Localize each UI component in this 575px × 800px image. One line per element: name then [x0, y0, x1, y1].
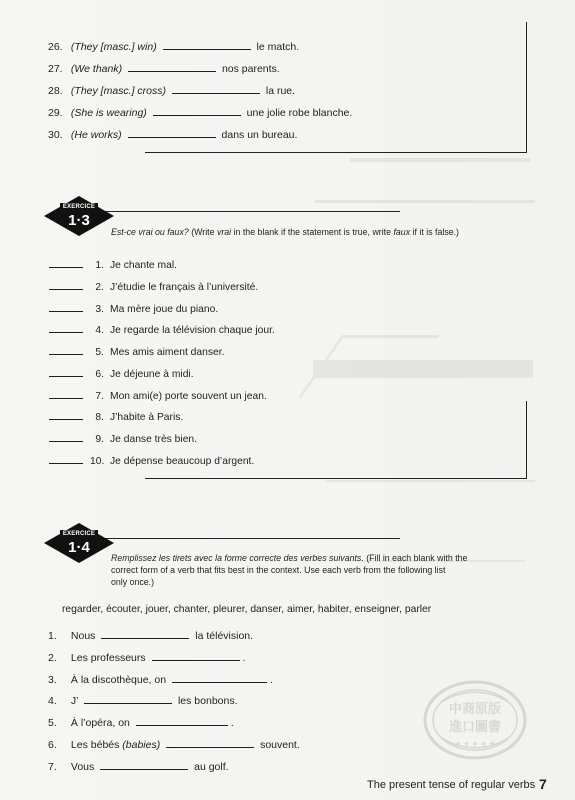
- item-statement: Je regarde la télévision chaque jour.: [110, 325, 275, 336]
- true-false-item-6: [49, 368, 194, 380]
- true-false-item-7: [49, 390, 267, 402]
- item-statement: Ma mère joue du piano.: [110, 304, 219, 315]
- item-number: 6.: [95, 369, 104, 380]
- item-sentence-end: la rue.: [265, 85, 296, 97]
- item-sentence-end: le match.: [256, 41, 300, 53]
- answer-blank[interactable]: [101, 630, 189, 639]
- translation-item-29: [48, 107, 352, 119]
- instruction-line-2: correct form of a verb that fits best in the context. Use each verb from the following list: [111, 564, 446, 575]
- answer-blank[interactable]: [49, 368, 83, 377]
- item-statement: J’étudie le français à l’université.: [110, 282, 259, 293]
- answer-blank[interactable]: [49, 411, 83, 420]
- item-after: souvent.: [260, 739, 300, 751]
- true-false-item-5: [49, 346, 224, 358]
- item-sentence-end: dans un bureau.: [221, 129, 298, 141]
- answer-blank[interactable]: [163, 41, 251, 50]
- svg-text:★ ★ ★ ★ ★: ★ ★ ★ ★ ★: [454, 740, 496, 748]
- exercise-13-instruction: [111, 227, 521, 239]
- item-before: À l’opéra, on: [70, 717, 130, 729]
- item-after: .: [270, 674, 273, 686]
- item-number: 1.: [48, 630, 57, 642]
- answer-blank[interactable]: [49, 455, 83, 464]
- item-before: Vous: [70, 761, 95, 773]
- item-statement: Je déjeune à midi.: [110, 369, 194, 380]
- item-number: 9.: [95, 434, 104, 445]
- answer-blank[interactable]: [49, 433, 83, 442]
- item-number: 1.: [95, 260, 104, 271]
- answer-blank[interactable]: [84, 695, 172, 704]
- item-number: 29.: [48, 107, 63, 119]
- fill-blank-item-6: [48, 739, 300, 751]
- item-statement: Je chante mal.: [110, 260, 177, 271]
- exercise-14-badge: [40, 521, 118, 565]
- answer-blank[interactable]: [49, 390, 83, 399]
- item-number: 4.: [95, 325, 104, 336]
- item-sentence-end: nos parents.: [221, 63, 280, 75]
- fill-blank-item-1: [48, 630, 253, 642]
- item-statement: Mon ami(e) porte souvent un jean.: [110, 391, 267, 402]
- running-footer-title: The present tense of regular verbs: [367, 779, 536, 791]
- svg-text:中商原版: 中商原版: [448, 702, 502, 717]
- exercise-14-instruction: [111, 553, 521, 589]
- instruction-text: (Fill in each blank with the: [363, 553, 468, 563]
- exercise-13-bottom-border: [145, 478, 527, 479]
- item-sentence-end: une jolie robe blanche.: [246, 107, 353, 119]
- item-number: 8.: [95, 412, 104, 423]
- true-false-item-3: [49, 303, 218, 315]
- item-statement: Je dépense beaucoup d’argent.: [110, 456, 255, 467]
- answer-blank[interactable]: [49, 324, 83, 333]
- instruction-text: if it is false.): [410, 227, 459, 237]
- verb-list: regarder, écouter, jouer, chanter, pleurer, danser, aimer, habiter, enseigner, parler: [62, 604, 432, 615]
- item-after: .: [242, 652, 246, 664]
- true-false-item-9: [49, 433, 197, 445]
- exercise-label: EXERCICE: [62, 204, 96, 210]
- item-number: 27.: [48, 63, 63, 75]
- instruction-text: (Write: [188, 227, 217, 237]
- item-prompt: (He works): [70, 129, 122, 141]
- exercise-label: EXERCICE: [62, 531, 96, 537]
- item-number: 6.: [48, 739, 57, 751]
- translation-item-27: [48, 63, 280, 75]
- item-number: 5.: [95, 347, 104, 358]
- exercise-13-top-rule: [72, 211, 400, 212]
- item-prompt: (They [masc.] cross): [70, 85, 167, 97]
- translation-item-30: [48, 129, 297, 141]
- exercise-number: 1·3: [68, 212, 90, 229]
- section-a-bottom-border: [145, 152, 527, 153]
- item-after: la télévision.: [195, 630, 254, 642]
- item-number: 7.: [95, 391, 104, 402]
- item-number: 28.: [48, 85, 63, 97]
- item-after: .: [230, 717, 234, 729]
- exercise-13-badge: [40, 194, 118, 238]
- item-after: les bonbons.: [177, 695, 238, 707]
- translation-item-26: [48, 41, 299, 53]
- watermark-stamp-icon: [420, 676, 530, 764]
- item-number: 2.: [95, 282, 104, 293]
- fill-blank-item-2: [48, 652, 245, 664]
- true-false-item-1: [49, 259, 177, 271]
- answer-blank[interactable]: [153, 107, 241, 116]
- item-statement: Mes amis aiment danser.: [110, 347, 225, 358]
- answer-blank[interactable]: [49, 303, 83, 312]
- answer-blank[interactable]: [152, 652, 240, 661]
- fill-blank-item-3: [48, 674, 273, 686]
- item-before: Les bébés: [70, 739, 123, 751]
- answer-blank[interactable]: [128, 63, 216, 72]
- translation-item-28: [48, 85, 295, 97]
- item-number: 2.: [48, 652, 57, 664]
- item-number: 30.: [48, 129, 63, 141]
- item-statement: Je danse très bien.: [110, 434, 198, 445]
- answer-blank[interactable]: [172, 85, 260, 94]
- answer-blank[interactable]: [136, 717, 228, 726]
- item-number: 3.: [48, 674, 57, 686]
- true-false-item-4: [49, 324, 275, 336]
- svg-text:進口圖書: 進口圖書: [448, 720, 502, 735]
- true-false-item-2: [49, 281, 258, 293]
- answer-blank[interactable]: [172, 674, 267, 683]
- item-number: 26.: [48, 41, 63, 53]
- fill-blank-item-7: [48, 761, 229, 773]
- instruction-french: Remplissez les tirets avec la forme correcte des verbes suivants.: [111, 553, 364, 563]
- answer-blank[interactable]: [128, 129, 216, 138]
- answer-blank[interactable]: [49, 281, 83, 290]
- item-prompt: (She is wearing): [70, 107, 147, 119]
- exercise-13-right-border: [526, 401, 527, 479]
- item-before: Nous: [70, 630, 96, 642]
- answer-blank[interactable]: [49, 259, 83, 268]
- instruction-text: in the blank if the statement is true, write: [231, 227, 394, 237]
- section-a-right-border: [526, 22, 527, 153]
- instruction-line-3: only once.): [111, 576, 155, 587]
- true-false-item-8: [49, 411, 183, 423]
- instruction-vrai: vrai: [216, 227, 232, 237]
- page-number: 7: [539, 776, 547, 792]
- item-prompt: (We thank): [70, 63, 123, 75]
- instruction-french: Est-ce vrai ou faux?: [111, 227, 189, 237]
- item-before: J’: [70, 695, 79, 707]
- instruction-faux: faux: [393, 227, 411, 237]
- item-before: À la discothèque, on: [70, 674, 167, 686]
- answer-blank[interactable]: [166, 739, 254, 748]
- fill-blank-item-4: [48, 695, 238, 707]
- item-number: 4.: [48, 695, 57, 707]
- item-number: 3.: [95, 304, 104, 315]
- answer-blank[interactable]: [100, 761, 188, 770]
- fill-blank-item-5: [48, 717, 234, 729]
- answer-blank[interactable]: [49, 346, 83, 355]
- item-prompt: (They [masc.] win): [70, 41, 157, 53]
- item-before: Les professeurs: [70, 652, 146, 664]
- item-statement: J’habite à Paris.: [110, 412, 184, 423]
- true-false-item-10: [49, 455, 254, 467]
- exercise-14-top-rule: [72, 538, 400, 539]
- instruction-line-1: [111, 553, 521, 565]
- item-number: 10.: [90, 456, 105, 467]
- exercise-number: 1·4: [68, 539, 90, 556]
- item-after: au golf.: [194, 761, 229, 773]
- item-number: 5.: [48, 717, 57, 729]
- item-gloss: (babies): [122, 739, 161, 751]
- item-number: 7.: [48, 761, 57, 773]
